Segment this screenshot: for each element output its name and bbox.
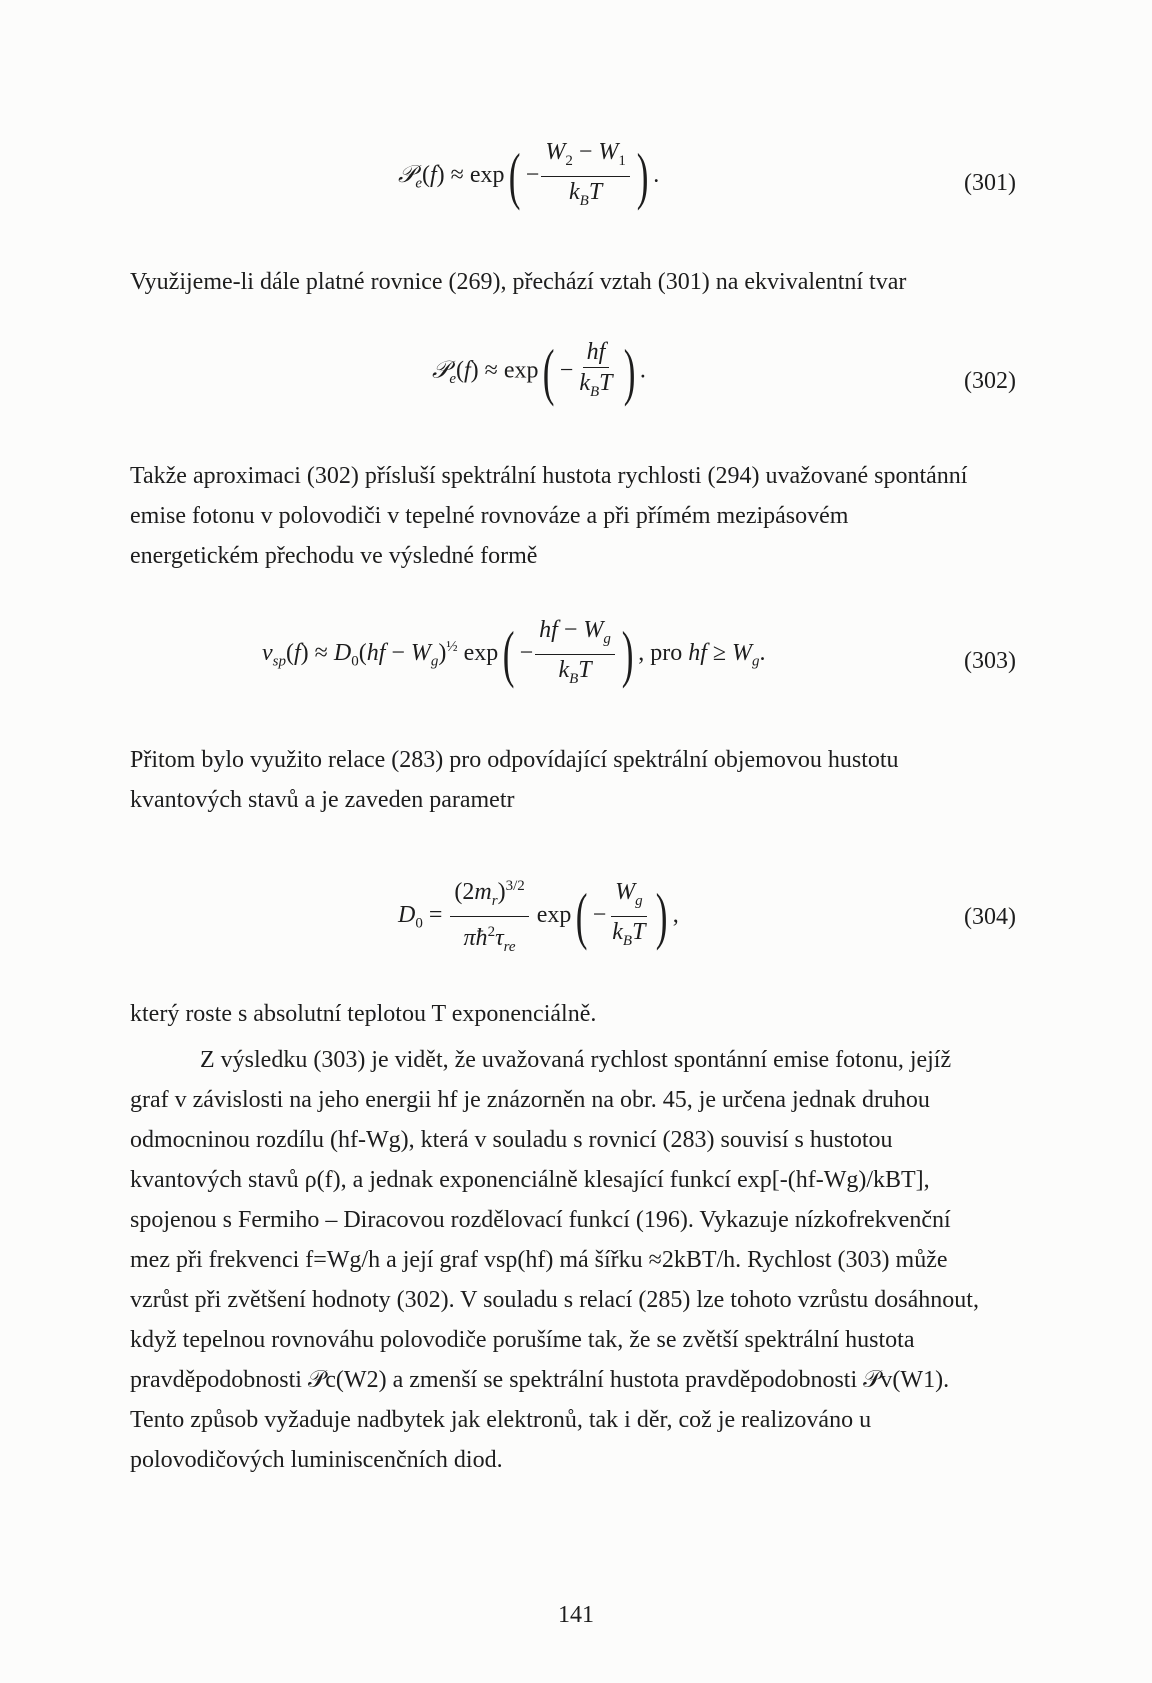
page-number: 141 [558, 1602, 594, 1628]
paragraph-5 [130, 1040, 1018, 1480]
text-line: pravděpodobnosti 𝒫c(W2) a zmenší se spektrální hustota pravděpodobnosti 𝒫v(W1). [130, 1367, 950, 1393]
paragraph-3 [130, 740, 1018, 820]
text-line: když tepelnou rovnováhu polovodiče porušíme tak, že se zvětší spektrální hustota [130, 1327, 915, 1353]
equation-number-302: (302) [964, 368, 1016, 394]
paragraph-4 [130, 994, 1018, 1034]
text-line: který roste s absolutní teplotou T exponenciálně. [130, 1001, 597, 1027]
equation-304: $D_0$ = $\frac{(2m_r)^{3/2}}{\pi ħ^2\tau_{re}}$ exp( − $\frac{W_g}{k_BT}$ ) , [398, 872, 679, 961]
paragraph-2 [130, 456, 1018, 576]
text-line: odmocninou rozdílu (hf-Wg), která v souladu s rovnicí (283) souvisí s hustotou [130, 1127, 893, 1153]
paragraph-1 [130, 262, 1018, 302]
text-line: vzrůst při zvětšení hodnoty (302). V souladu s relací (285) lze tohoto vzrůstu dosáhnout, [130, 1287, 979, 1313]
text-line: spojenou s Fermiho – Diracovou rozdělovací funkcí (196). Vykazuje nízkofrekvenční [130, 1207, 951, 1233]
equation-303: $v_{sp}(f) \approx D_0(hf - W_g)^{\frac{1}{2}}$ exp( − $\frac{hf - W_g}{k_BT}$ ) , pro hf ≥ $W_g$. [262, 617, 766, 690]
text-line: Z výsledku (303) je vidět, že uvažovaná rychlost spontánní emise fotonu, jejíž [200, 1047, 952, 1073]
text-line: Takže aproximaci (302) přísluší spektrální hustota rychlosti (294) uvažované spontánní [130, 463, 968, 489]
equation-number-303: (303) [964, 648, 1016, 674]
text-line: Tento způsob vyžaduje nadbytek jak elektronů, tak i děr, což je realizováno u [130, 1407, 872, 1433]
text-line: graf v závislosti na jeho energii hf je znázorněn na obr. 45, je určena jednak druhou [130, 1087, 930, 1113]
text-line: mez při frekvenci f=Wg/h a její graf vsp(hf) má šířku ≈2kBT/h. Rychlost (303) může [130, 1247, 948, 1273]
equation-302: 𝒫$_e$(f) ≈ exp( − $\frac{hf}{k_BT}$ ) . [432, 335, 646, 407]
text-line: kvantových stavů a je zaveden parametr [130, 787, 515, 813]
text-line: emise fotonu v polovodiči v tepelné rovnováze a při přímém mezipásovém [130, 503, 849, 529]
text-line: kvantových stavů ρ(f), a jednak exponenciálně klesající funkcí exp[-(hf-Wg)/kBT], [130, 1167, 930, 1193]
equation-301: 𝒫$_e$(f) ≈ exp( − $\frac{W_2 - W_1}{k_BT}$ ) . [398, 139, 660, 212]
text-line: polovodičových luminiscenčních diod. [130, 1447, 503, 1473]
text-line: Přitom bylo využito relace (283) pro odpovídající spektrální objemovou hustotu [130, 747, 899, 773]
equation-number-301: (301) [964, 170, 1016, 196]
equation-number-304: (304) [964, 904, 1016, 930]
text-line: energetickém přechodu ve výsledné formě [130, 543, 538, 569]
pro-word: pro [650, 639, 683, 666]
text-line: Využijeme-li dále platné rovnice (269), přechází vztah (301) na ekvivalentní tvar [130, 269, 907, 295]
